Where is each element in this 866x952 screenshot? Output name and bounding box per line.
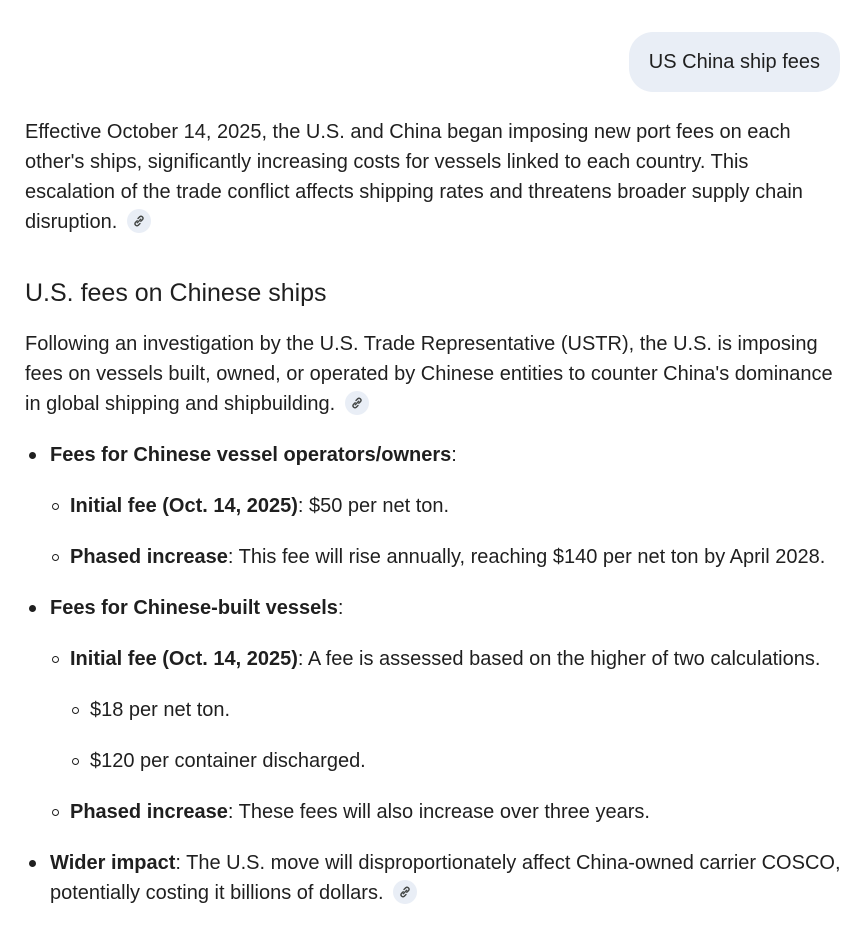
bullet-label: Wider impact (50, 852, 176, 874)
bullet-label: Initial fee (Oct. 14, 2025) (70, 495, 298, 517)
citation-link-icon[interactable] (393, 880, 417, 904)
list-item (50, 797, 841, 827)
intro-paragraph (25, 117, 841, 237)
list-item (50, 542, 841, 572)
bullet-label: Fees for Chinese-built vessels (50, 597, 338, 619)
bullet-text: : The U.S. move will disproportionately affect China-owned carrier COSCO, potentially costing it billions of dollars. (50, 852, 841, 904)
bullet-label: Initial fee (Oct. 14, 2025) (70, 648, 298, 670)
bullet-label: Phased increase (70, 801, 228, 823)
bullet-text: : These fees will also increase over three years. (227, 801, 650, 823)
bullet-label: Fees for Chinese vessel operators/owners (50, 444, 452, 466)
sub-list (50, 644, 841, 827)
citation-link-icon[interactable] (127, 209, 151, 233)
section-heading: U.S. fees on Chinese ships (25, 279, 327, 307)
list-item (50, 491, 841, 521)
fee-list (25, 440, 841, 908)
bullet-text: : (451, 444, 457, 466)
bullet-text: : (337, 597, 344, 619)
list-item-wider-impact (25, 848, 841, 908)
list-item: $18 per net ton. (70, 695, 841, 725)
intro-text: Effective October 14, 2025, the U.S. and China began imposing new port fees on each other's ships, significantly increasing costs for vessels linked to each country. This escalation of the trade conflict affects shipping rates and threatens broader supply chain disruption. (25, 121, 803, 233)
section-paragraph-text: Following an investigation by the U.S. Trade Representative (USTR), the U.S. is imposing fees on vessels built, owned, or operated by Chinese entities to counter China's dominance in global shipping and shipbuilding. (25, 333, 833, 415)
list-item-built-vessels (25, 593, 841, 827)
bullet-text: : $50 per net ton. (297, 495, 450, 517)
user-query-bubble: US China ship fees (629, 32, 840, 92)
bullet-label: Phased increase (70, 546, 228, 568)
bullet-text: : A fee is assessed based on the higher of two calculations. (297, 648, 821, 670)
sub-list (50, 491, 841, 572)
response-body (25, 117, 841, 908)
list-item: $120 per container discharged. (70, 746, 841, 776)
citation-link-icon[interactable] (345, 391, 369, 415)
bullet-text: : This fee will rise annually, reaching $140 per net ton by April 2028. (227, 546, 826, 568)
sub-sub-list (70, 695, 841, 776)
list-item-operators (25, 440, 841, 572)
list-item (50, 644, 841, 776)
section-paragraph (25, 329, 841, 419)
